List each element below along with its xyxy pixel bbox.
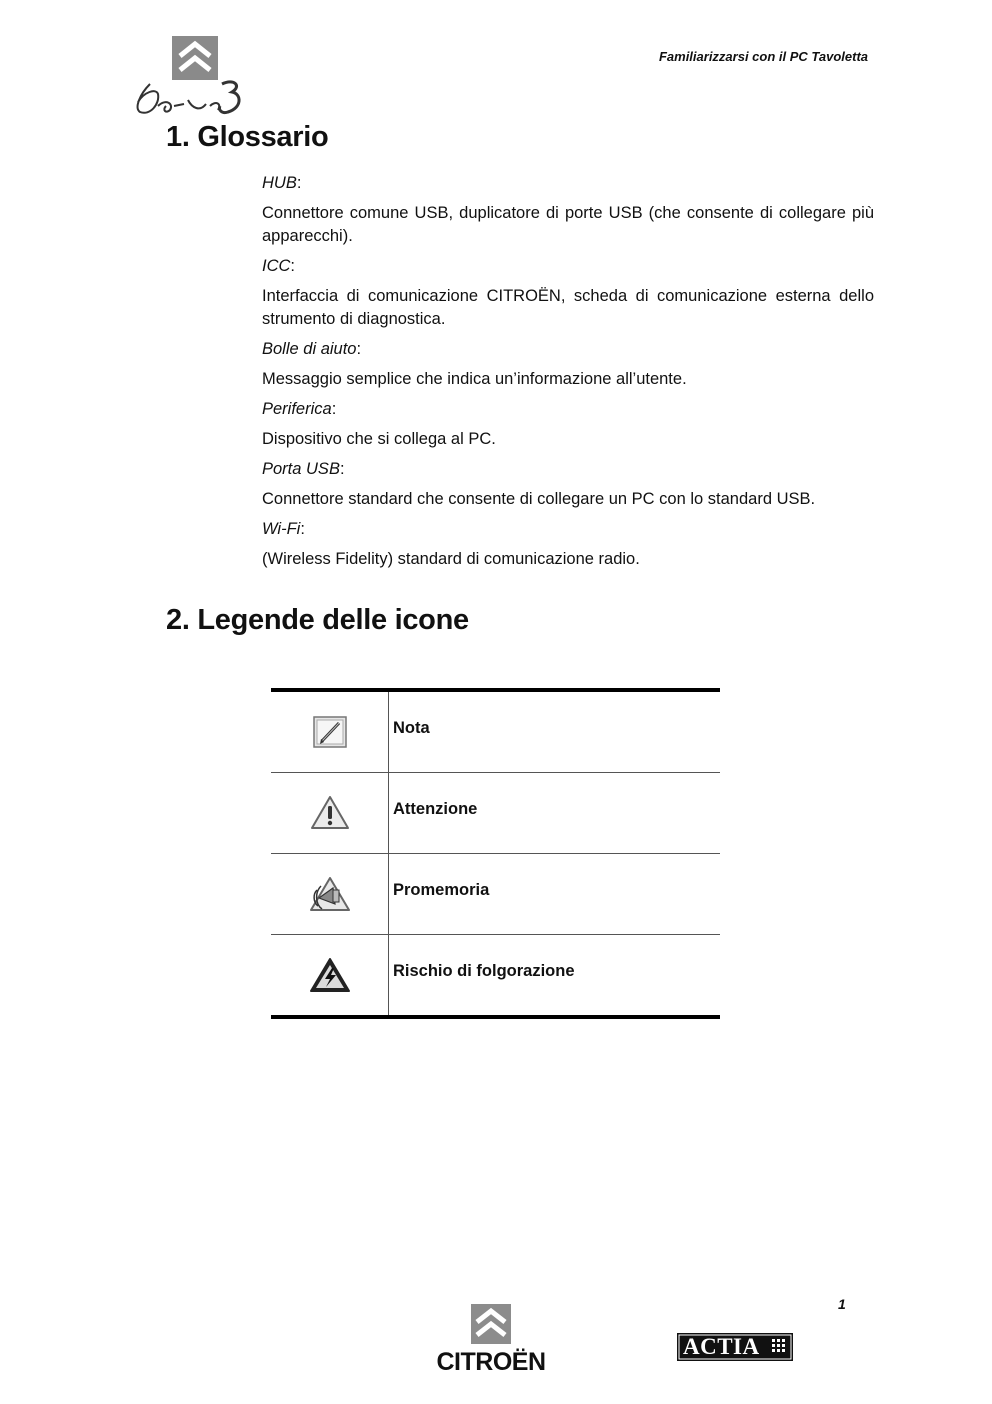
section-heading-icon-legend: 2. Legende delle icone — [166, 604, 469, 636]
note-icon — [312, 715, 348, 749]
glossary-term: Porta USB — [262, 460, 340, 478]
legend-label: Rischio di folgorazione — [393, 961, 575, 980]
warning-icon — [310, 795, 350, 831]
glossary-term: HUB — [262, 174, 297, 192]
section-heading-glossary: 1. Glossario — [166, 121, 329, 153]
table-row — [271, 772, 720, 853]
glossary-list — [262, 172, 874, 578]
glossary-definition: Interfaccia di comunicazione CITROËN, scheda di comunicazione esterna dello strumento di diagnostica. — [262, 287, 874, 328]
actia-wordmark: ACTIA — [683, 1334, 760, 1359]
table-row — [271, 853, 720, 934]
glossary-definition: Dispositivo che si collega al PC. — [262, 430, 496, 448]
table-bottom-rule — [271, 1015, 720, 1019]
page-number: 1 — [838, 1296, 846, 1312]
legend-label: Attenzione — [393, 799, 478, 818]
legend-label: Nota — [393, 718, 430, 737]
glossary-entry: Porta USB: — [262, 460, 345, 478]
lexia3-logo — [130, 34, 248, 118]
glossary-term: ICC — [262, 257, 291, 275]
reminder-icon — [309, 876, 351, 912]
glossary-definition: (Wireless Fidelity) standard di comunicazione radio. — [262, 550, 640, 568]
glossary-entry: Wi-Fi: — [262, 520, 305, 538]
glossary-definition: Connettore standard che consente di collegare un PC con lo standard USB. — [262, 490, 816, 508]
glossary-term: Wi-Fi — [262, 520, 301, 538]
glossary-entry: Periferica: — [262, 400, 337, 418]
electric-shock-icon — [309, 957, 351, 993]
running-header: Familiarizzarsi con il PC Tavoletta — [658, 49, 868, 64]
glossary-entry: Bolle di aiuto: — [262, 340, 362, 358]
glossary-entry: ICC: — [262, 257, 296, 275]
table-row — [271, 934, 720, 1015]
glossary-definition: Connettore comune USB, duplicatore di porte USB (che consente di collegare più apparecchi). — [262, 204, 874, 245]
actia-logo — [677, 1333, 793, 1361]
glossary-term: Periferica — [262, 400, 332, 418]
citroen-wordmark: CITROËN — [436, 1348, 546, 1376]
glossary-definition: Messaggio semplice che indica un’informazione all’utente. — [262, 370, 687, 388]
glossary-entry: HUB: — [262, 174, 302, 192]
legend-label: Promemoria — [393, 880, 490, 899]
glossary-term: Bolle di aiuto — [262, 340, 357, 358]
table-row — [271, 692, 720, 772]
icon-legend-table — [271, 688, 720, 1019]
